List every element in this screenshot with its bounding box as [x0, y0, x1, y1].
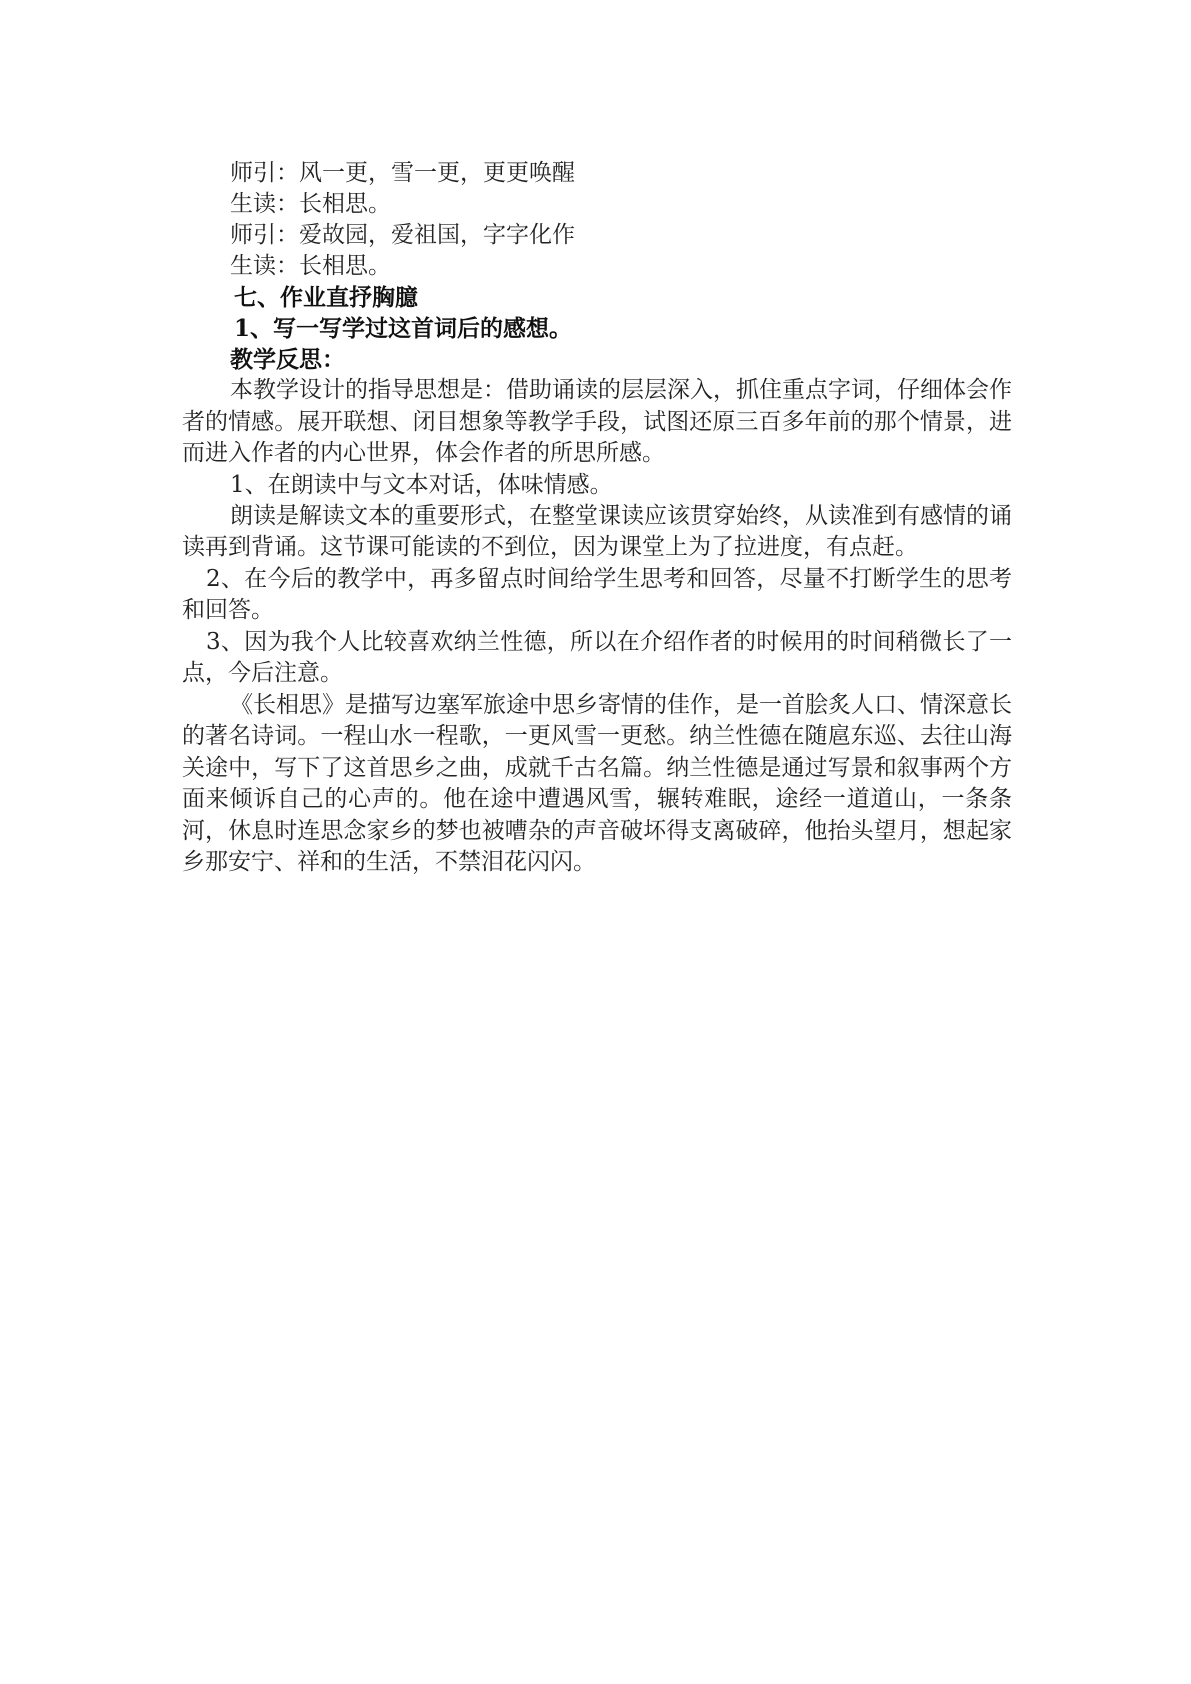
reflection-summary: 《长相思》是描写边塞军旅途中思乡寄情的佳作，是一首脍炙人口、情深意长的著名诗词。一程山水一程歌，一更风雪一更愁。纳兰性德在随扈东巡、去往山海关途中，写下了这首思乡之曲，成就千古名篇。纳兰性德是通过写景和叙事两个方面来倾诉自己的心声的。他在途中遭遇风雪，辗转难眠，途经一道道山，一条条河，休息时连思念家乡的梦也被嘈杂的声音破坏得支离破碎，他抬头望月，想起家乡那安宁、祥和的生活，不禁泪花闪闪。 [182, 691, 1012, 875]
dialogue-line-1: 师引：风一更，雪一更，更更唤醒 [230, 160, 575, 186]
dialogue-line-3: 师引：爱故园，爱祖国，字字化作 [230, 222, 575, 248]
reflection-point-3: 3、因为我个人比较喜欢纳兰性德，所以在介绍作者的时候用的时间稍微长了一点，今后注意。 [182, 628, 1012, 686]
reflection-point-1-title: 1、在朗读中与文本对话，体味情感。 [230, 471, 613, 498]
homework-heading: 七、作业直抒胸臆 [234, 284, 418, 311]
dialogue-line-4: 生读：长相思。 [230, 253, 391, 279]
reflection-intro: 本教学设计的指导思想是：借助诵读的层层深入，抓住重点字词，仔细体会作者的情感。展开联想、闭目想象等教学手段，试图还原三百多年前的那个情景，进而进入作者的内心世界，体会作者的所思所感。 [182, 377, 1012, 466]
dialogue-line-2: 生读：长相思。 [230, 191, 391, 217]
reflection-point-1-body: 朗读是解读文本的重要形式，在整堂课读应该贯穿始终，从读准到有感情的诵读再到背诵。这节课可能读的不到位，因为课堂上为了拉进度，有点赶。 [182, 502, 1012, 560]
homework-item: 1、写一写学过这首词后的感想。 [234, 315, 573, 342]
reflection-point-2: 2、在今后的教学中，再多留点时间给学生思考和回答，尽量不打断学生的思考和回答。 [182, 565, 1012, 623]
reflection-heading: 教学反思： [230, 346, 345, 373]
document-page [182, 158, 1012, 879]
